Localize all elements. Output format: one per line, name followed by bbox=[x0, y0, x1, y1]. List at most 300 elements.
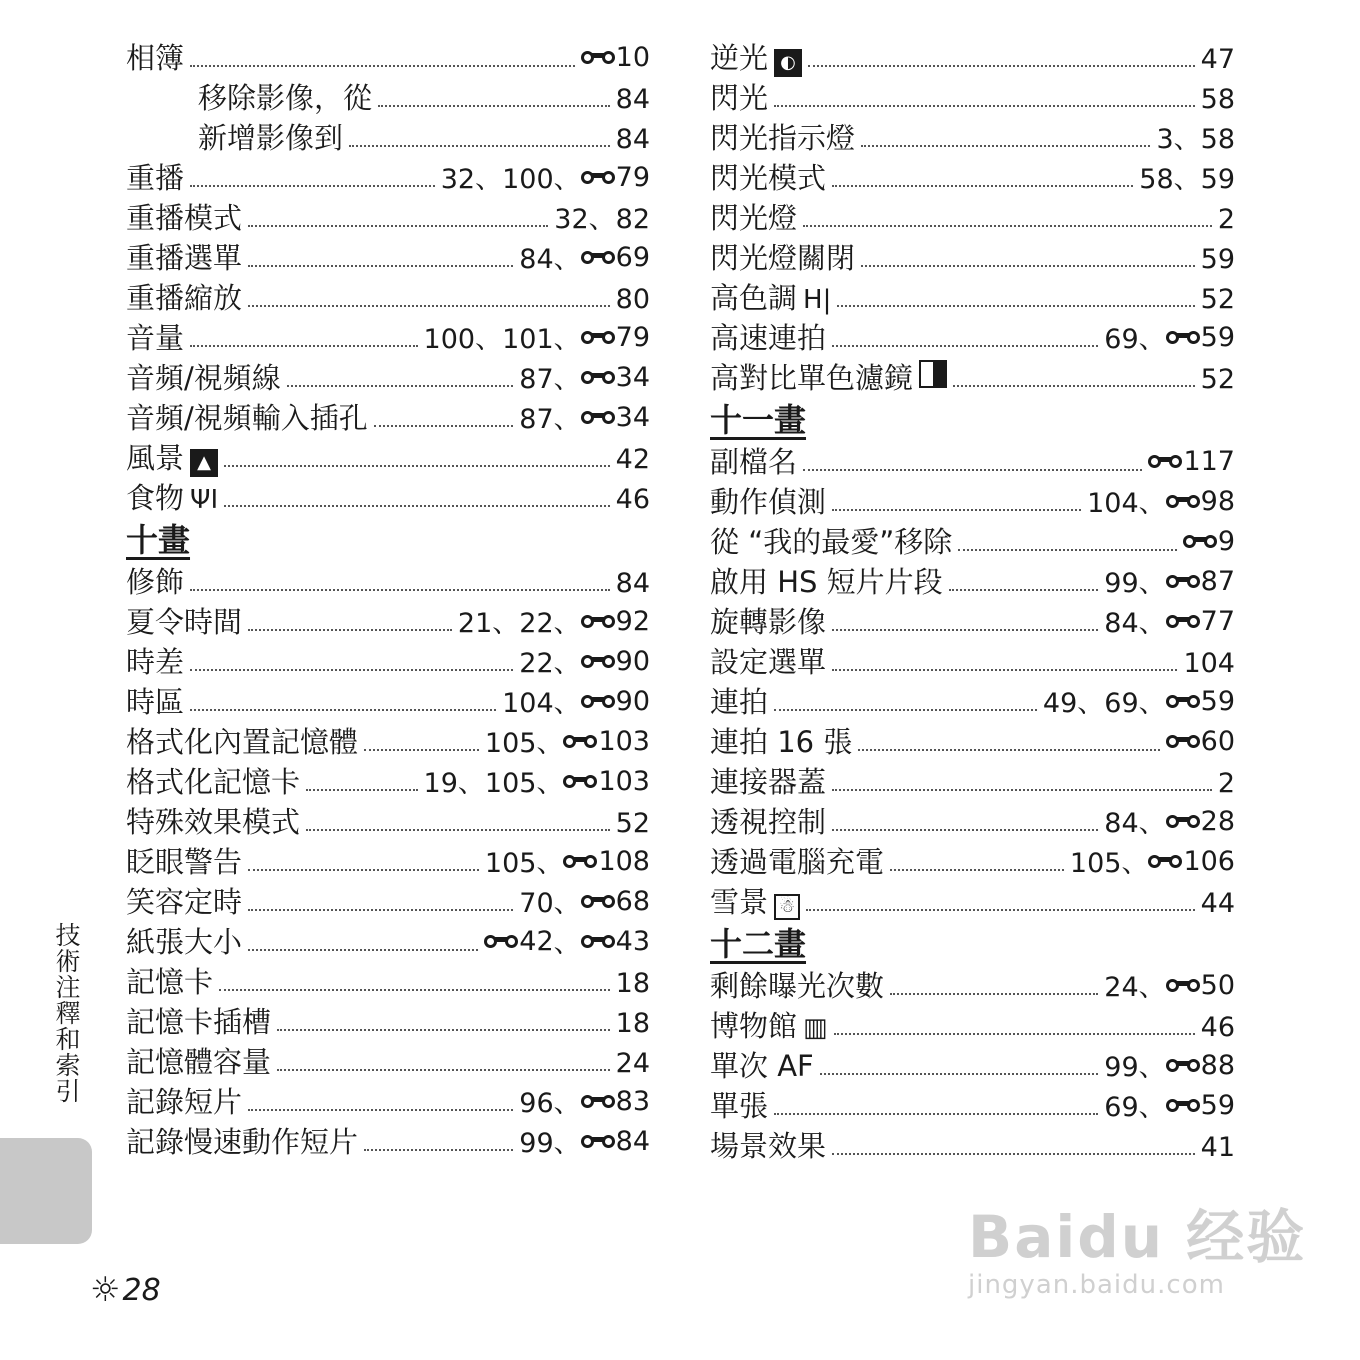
page-references bbox=[1043, 682, 1235, 724]
dot-leader bbox=[248, 629, 452, 631]
page-number-ref: 52 bbox=[615, 808, 650, 839]
reference-section-link bbox=[581, 38, 650, 78]
index-term: 記憶卡 bbox=[126, 965, 214, 999]
index-term: 重播縮放 bbox=[126, 281, 243, 315]
index-term: 閃光模式 bbox=[710, 161, 827, 195]
index-entry bbox=[126, 238, 650, 278]
index-entry bbox=[710, 38, 1235, 78]
dot-leader bbox=[832, 669, 1177, 671]
reference-section-link bbox=[1183, 522, 1235, 562]
reference-section-icon bbox=[581, 1092, 615, 1112]
dot-leader bbox=[248, 909, 513, 911]
backlight-icon: ◐ bbox=[774, 49, 802, 77]
reference-section-link bbox=[563, 762, 650, 802]
reference-section-link bbox=[581, 358, 650, 398]
reference-section-link bbox=[1166, 562, 1235, 602]
dot-leader bbox=[248, 305, 610, 307]
index-term: 閃光 bbox=[710, 81, 769, 115]
page-number-ref: 100 bbox=[423, 324, 476, 355]
index-term: 音量 bbox=[126, 321, 185, 355]
dot-leader bbox=[287, 385, 514, 387]
index-term: 副檔名 bbox=[710, 445, 798, 479]
page-references bbox=[1201, 884, 1235, 924]
reference-section-icon bbox=[1166, 1096, 1200, 1116]
page-separator: 、 bbox=[1173, 164, 1201, 195]
reference-section-link bbox=[1166, 722, 1235, 762]
page-link bbox=[502, 684, 554, 724]
reference-section-icon bbox=[581, 248, 615, 268]
dot-leader bbox=[224, 465, 610, 467]
index-term: 記錄短片 bbox=[126, 1085, 243, 1119]
page-number-ref: 79 bbox=[615, 322, 650, 353]
page-number-ref: 18 bbox=[615, 1008, 650, 1039]
page-number-ref: 105 bbox=[484, 728, 537, 759]
page-references bbox=[1156, 120, 1235, 160]
page-link bbox=[519, 400, 553, 440]
page-references bbox=[458, 602, 650, 644]
index-entry bbox=[126, 358, 650, 398]
index-entry bbox=[710, 198, 1235, 238]
index-term: 旋轉影像 bbox=[710, 605, 827, 639]
page-number-ref: 59 bbox=[1200, 164, 1235, 195]
page-number-ref: 106 bbox=[1183, 846, 1235, 877]
page-link bbox=[616, 280, 650, 320]
page-references bbox=[484, 922, 650, 964]
page-number-ref: 70 bbox=[519, 888, 554, 919]
page-number-ref: 60 bbox=[1200, 726, 1235, 757]
page-number-ref: 49 bbox=[1042, 688, 1078, 719]
page-number-ref: 92 bbox=[615, 606, 650, 637]
index-heading bbox=[710, 922, 1235, 966]
index-entry bbox=[126, 398, 650, 438]
index-entry bbox=[710, 682, 1235, 722]
page-references bbox=[1148, 442, 1235, 484]
dot-leader bbox=[834, 1033, 1195, 1035]
page-number-ref: 87 bbox=[519, 364, 554, 395]
page-link bbox=[1070, 844, 1122, 884]
page-link bbox=[1087, 484, 1139, 524]
page-references bbox=[485, 842, 650, 884]
reference-section-icon bbox=[1166, 812, 1200, 832]
index-entry bbox=[126, 1122, 650, 1162]
dot-leader bbox=[774, 709, 1037, 711]
page-references bbox=[485, 722, 650, 764]
page-references bbox=[1070, 842, 1235, 884]
technical-notes-icon: ☼ bbox=[90, 1270, 121, 1310]
page-number-ref: 103 bbox=[598, 766, 650, 797]
index-heading-text: 十二畫 bbox=[710, 925, 807, 963]
page-separator: 、 bbox=[553, 164, 581, 195]
page-references bbox=[1104, 802, 1235, 844]
page-number-ref: 21 bbox=[457, 608, 493, 639]
page-references bbox=[1183, 522, 1235, 564]
dot-leader bbox=[190, 185, 435, 187]
page-link bbox=[616, 480, 650, 520]
page-number-ref: 84 bbox=[615, 568, 650, 599]
index-entry bbox=[710, 882, 1235, 922]
page-references bbox=[1166, 722, 1235, 764]
reference-section-link bbox=[1166, 602, 1235, 642]
page-references bbox=[1201, 280, 1235, 320]
index-entry bbox=[126, 842, 650, 882]
dot-leader bbox=[832, 629, 1098, 631]
page-number-ref: 100 bbox=[502, 164, 554, 195]
page-number-ref: 58 bbox=[1200, 84, 1235, 115]
page-link bbox=[1104, 564, 1138, 604]
page-references bbox=[1104, 1086, 1235, 1128]
index-entry bbox=[710, 278, 1235, 318]
reference-section-icon bbox=[581, 48, 615, 68]
dot-leader bbox=[248, 949, 478, 951]
reference-section-link bbox=[1166, 1046, 1235, 1086]
reference-section-link bbox=[581, 682, 650, 722]
reference-section-icon bbox=[1166, 732, 1200, 752]
page-separator: 、 bbox=[553, 404, 581, 435]
index-entry bbox=[126, 438, 650, 478]
page-references bbox=[502, 682, 650, 724]
page-link bbox=[1201, 120, 1235, 160]
index-term: 音頻/視頻線 bbox=[126, 361, 281, 395]
reference-section-icon bbox=[563, 732, 597, 752]
page-references bbox=[1218, 200, 1235, 240]
page-number-ref: 105 bbox=[484, 848, 537, 879]
page-number-ref: 104 bbox=[502, 688, 554, 719]
dot-leader bbox=[190, 669, 513, 671]
page-number-ref: 52 bbox=[1200, 364, 1235, 395]
index-entry bbox=[126, 1042, 650, 1082]
page-number-ref: 90 bbox=[615, 686, 650, 717]
page-link bbox=[616, 200, 650, 240]
page-number-value: 28 bbox=[122, 1272, 161, 1308]
page-link bbox=[1201, 80, 1235, 120]
index-entry bbox=[126, 198, 650, 238]
page-references bbox=[616, 1004, 650, 1044]
page-number-ref: 3 bbox=[1156, 124, 1174, 155]
page-link bbox=[458, 604, 492, 644]
watermark-main: Baidu 经验 bbox=[968, 1203, 1307, 1271]
index-entry bbox=[126, 682, 650, 722]
page-separator: 、 bbox=[1138, 972, 1166, 1003]
reference-section-link bbox=[581, 1122, 650, 1162]
page-link bbox=[424, 320, 476, 360]
page-references bbox=[616, 804, 650, 844]
reference-section-icon bbox=[1166, 692, 1200, 712]
page-separator: 、 bbox=[475, 164, 503, 195]
index-entry bbox=[710, 118, 1235, 158]
index-entry bbox=[126, 882, 650, 922]
index-term: 重播 bbox=[126, 161, 185, 195]
index-entry bbox=[710, 522, 1235, 562]
reference-section-icon bbox=[1166, 328, 1200, 348]
page-link bbox=[1201, 240, 1235, 280]
page-link bbox=[1043, 684, 1077, 724]
dot-leader bbox=[224, 505, 609, 507]
page-link bbox=[616, 440, 650, 480]
dot-leader bbox=[774, 1113, 1098, 1115]
page-link bbox=[1201, 360, 1235, 400]
index-term: 記錄慢速動作短片 bbox=[126, 1125, 359, 1159]
page-references bbox=[1201, 360, 1235, 400]
index-entry bbox=[126, 38, 650, 78]
index-term: 食物 bbox=[126, 481, 185, 515]
reference-section-icon bbox=[1148, 852, 1182, 872]
page-number-ref: 32 bbox=[554, 204, 589, 235]
index-entry bbox=[126, 642, 650, 682]
page-number-ref: 42 bbox=[615, 444, 650, 475]
index-entry bbox=[710, 1086, 1235, 1126]
reference-section-link bbox=[581, 318, 650, 358]
page-number-ref: 59 bbox=[1200, 686, 1235, 717]
page-link bbox=[424, 764, 458, 804]
page-separator: 、 bbox=[536, 728, 564, 759]
index-term: 高色調 bbox=[710, 281, 798, 315]
reference-section-link bbox=[581, 642, 650, 682]
reference-section-link bbox=[1148, 842, 1235, 882]
page-references bbox=[616, 440, 650, 480]
index-heading bbox=[126, 518, 650, 562]
page-separator: 、 bbox=[553, 244, 581, 275]
page-link bbox=[616, 964, 650, 1004]
index-entry bbox=[710, 1126, 1235, 1166]
page-separator: 、 bbox=[1138, 688, 1166, 719]
reference-section-icon bbox=[1166, 612, 1200, 632]
page-number-ref: 59 bbox=[1200, 244, 1235, 275]
page-separator: 、 bbox=[1121, 848, 1149, 879]
page-references bbox=[1201, 80, 1235, 120]
index-term: 時區 bbox=[126, 685, 185, 719]
index-term: 逆光 bbox=[710, 41, 769, 75]
page-number-ref: 2 bbox=[1217, 204, 1235, 235]
index-entry bbox=[126, 278, 650, 318]
page-link bbox=[1104, 684, 1138, 724]
dot-leader bbox=[837, 305, 1194, 307]
dot-leader bbox=[190, 345, 418, 347]
reference-section-link bbox=[581, 882, 650, 922]
dot-leader bbox=[803, 469, 1142, 471]
index-term: 高對比單色濾鏡 bbox=[710, 361, 914, 395]
page-link bbox=[1183, 644, 1235, 684]
dot-leader bbox=[277, 1069, 610, 1071]
page-references bbox=[616, 280, 650, 320]
page-number-ref: 69 bbox=[1104, 1092, 1139, 1123]
page-separator: 、 bbox=[553, 688, 581, 719]
dot-leader bbox=[277, 1029, 610, 1031]
index-column-right bbox=[710, 38, 1235, 1166]
page-number-ref: 2 bbox=[1217, 768, 1235, 799]
page-number-ref: 52 bbox=[1200, 284, 1235, 315]
page-link bbox=[1139, 160, 1173, 200]
page-references bbox=[519, 642, 650, 684]
index-term: 啟用 HS 短片片段 bbox=[710, 565, 943, 599]
page-separator: 、 bbox=[1173, 124, 1201, 155]
dot-leader bbox=[890, 993, 1098, 995]
page-number-ref: 41 bbox=[1200, 1132, 1235, 1163]
page-references bbox=[616, 80, 650, 120]
page-references bbox=[519, 882, 650, 924]
index-term: 場景效果 bbox=[710, 1129, 827, 1163]
page-number-ref: 34 bbox=[615, 402, 650, 433]
index-term: 紙張大小 bbox=[126, 925, 243, 959]
page-number-ref: 98 bbox=[1200, 486, 1235, 517]
index-term: 透視控制 bbox=[710, 805, 827, 839]
dot-leader bbox=[364, 1149, 513, 1151]
page-link bbox=[1104, 968, 1138, 1008]
page-references bbox=[1218, 764, 1235, 804]
dot-leader bbox=[190, 709, 496, 711]
page-number-ref: 58 bbox=[1200, 124, 1235, 155]
page-number-ref: 79 bbox=[615, 162, 650, 193]
index-term: 連接器蓋 bbox=[710, 765, 827, 799]
page-separator: 、 bbox=[553, 1128, 581, 1159]
page-link bbox=[616, 564, 650, 604]
page-link bbox=[519, 884, 553, 924]
index-entry bbox=[710, 602, 1235, 642]
dot-leader bbox=[949, 589, 1099, 591]
page-link bbox=[519, 360, 553, 400]
page-link bbox=[519, 1084, 553, 1124]
high-contrast-mono-icon bbox=[919, 360, 947, 388]
dot-leader bbox=[774, 105, 1195, 107]
page-references bbox=[519, 398, 650, 440]
page-number-ref: 69 bbox=[1104, 324, 1139, 355]
index-entry bbox=[710, 238, 1235, 278]
index-entry bbox=[126, 562, 650, 602]
index-entry bbox=[126, 962, 650, 1002]
page-link bbox=[616, 120, 650, 160]
page-number-ref: 84 bbox=[1104, 808, 1139, 839]
page-references bbox=[616, 564, 650, 604]
reference-section-link bbox=[1166, 482, 1235, 522]
index-entry bbox=[710, 1006, 1235, 1046]
reference-section-icon bbox=[563, 772, 597, 792]
dot-leader bbox=[374, 425, 514, 427]
index-term: 音頻/視頻輸入插孔 bbox=[126, 401, 368, 435]
page-number-ref: 44 bbox=[1200, 888, 1235, 919]
index-entry bbox=[710, 802, 1235, 842]
reference-section-icon bbox=[1166, 492, 1200, 512]
page-link bbox=[1104, 804, 1138, 844]
page-number-ref: 68 bbox=[615, 886, 650, 917]
dot-leader bbox=[803, 225, 1212, 227]
index-term: 透過電腦充電 bbox=[710, 845, 885, 879]
index-entry bbox=[710, 642, 1235, 682]
page-link bbox=[1201, 160, 1235, 200]
dot-leader bbox=[832, 1153, 1195, 1155]
page-separator: 、 bbox=[457, 768, 485, 799]
page-link bbox=[1104, 1048, 1138, 1088]
page-references bbox=[1087, 482, 1235, 524]
page-references bbox=[554, 200, 650, 240]
index-heading-text: 十畫 bbox=[126, 521, 191, 559]
index-term: 相簿 bbox=[126, 41, 185, 75]
page-separator: 、 bbox=[1077, 688, 1105, 719]
index-term: 閃光燈 bbox=[710, 201, 798, 235]
dot-leader bbox=[349, 145, 610, 147]
reference-section-link bbox=[484, 922, 553, 962]
index-entry bbox=[710, 482, 1235, 522]
index-entry bbox=[710, 966, 1235, 1006]
reference-section-icon bbox=[581, 168, 615, 188]
page-references bbox=[519, 1082, 650, 1124]
dot-leader bbox=[364, 749, 479, 751]
page-link bbox=[441, 160, 475, 200]
reference-section-icon bbox=[1166, 976, 1200, 996]
page-references bbox=[1104, 602, 1235, 644]
reference-section-link bbox=[581, 922, 650, 962]
reference-section-link bbox=[581, 398, 650, 438]
reference-section-icon bbox=[1148, 452, 1182, 472]
index-term: 風景 bbox=[126, 441, 185, 475]
index-entry bbox=[126, 922, 650, 962]
page-references bbox=[1201, 1128, 1235, 1168]
index-heading-text: 十一畫 bbox=[710, 401, 807, 439]
reference-section-link bbox=[581, 602, 650, 642]
index-term: 單次 AF bbox=[710, 1049, 814, 1083]
page-link bbox=[485, 844, 537, 884]
page-link bbox=[1201, 40, 1235, 80]
reference-section-icon bbox=[581, 892, 615, 912]
page-link bbox=[485, 724, 537, 764]
page-number-ref: 10 bbox=[615, 42, 650, 73]
watermark-sub: jingyan.baidu.com bbox=[968, 1270, 1225, 1300]
page-separator: 、 bbox=[536, 768, 564, 799]
page-link bbox=[1201, 1128, 1235, 1168]
page-link bbox=[616, 80, 650, 120]
reference-section-icon bbox=[581, 328, 615, 348]
page-separator: 、 bbox=[475, 324, 503, 355]
index-term: 修飾 bbox=[126, 565, 185, 599]
page-references bbox=[1201, 40, 1235, 80]
reference-section-icon bbox=[581, 652, 615, 672]
page-references bbox=[1201, 240, 1235, 280]
section-tab bbox=[0, 1138, 92, 1244]
reference-section-icon bbox=[581, 408, 615, 428]
page-number-ref: 24 bbox=[615, 1048, 650, 1079]
index-term: 笑容定時 bbox=[126, 885, 243, 919]
index-term: 格式化記憶卡 bbox=[126, 765, 301, 799]
reference-section-icon bbox=[581, 612, 615, 632]
page-number-ref: 24 bbox=[1104, 972, 1139, 1003]
dot-leader bbox=[861, 265, 1195, 267]
page-number-ref: 87 bbox=[1200, 566, 1235, 597]
page-link bbox=[616, 1044, 650, 1084]
page-separator: 、 bbox=[553, 1088, 581, 1119]
dot-leader bbox=[890, 869, 1064, 871]
page-references bbox=[616, 1044, 650, 1084]
page-number-ref: 84 bbox=[615, 1126, 650, 1157]
page-link bbox=[485, 764, 537, 804]
page-separator: 、 bbox=[1138, 488, 1166, 519]
page-number-ref: 50 bbox=[1200, 970, 1235, 1001]
page-number-ref: 47 bbox=[1200, 44, 1235, 75]
index-term: 博物館 bbox=[710, 1009, 798, 1043]
index-term: 夏令時間 bbox=[126, 605, 243, 639]
page-number-ref: 80 bbox=[615, 284, 650, 315]
index-entry bbox=[126, 1002, 650, 1042]
reference-section-icon bbox=[581, 932, 615, 952]
page-link bbox=[616, 804, 650, 844]
page-number-ref: 77 bbox=[1200, 606, 1235, 637]
index-term: 記憶體容量 bbox=[126, 1045, 272, 1079]
page-references bbox=[581, 38, 650, 80]
page-link bbox=[1104, 1088, 1138, 1128]
dot-leader bbox=[861, 145, 1150, 147]
page-link bbox=[554, 200, 588, 240]
page-number-ref: 9 bbox=[1217, 526, 1235, 557]
index-entry bbox=[126, 78, 650, 118]
page-references bbox=[1139, 160, 1235, 200]
page-number-ref: 18 bbox=[615, 968, 650, 999]
